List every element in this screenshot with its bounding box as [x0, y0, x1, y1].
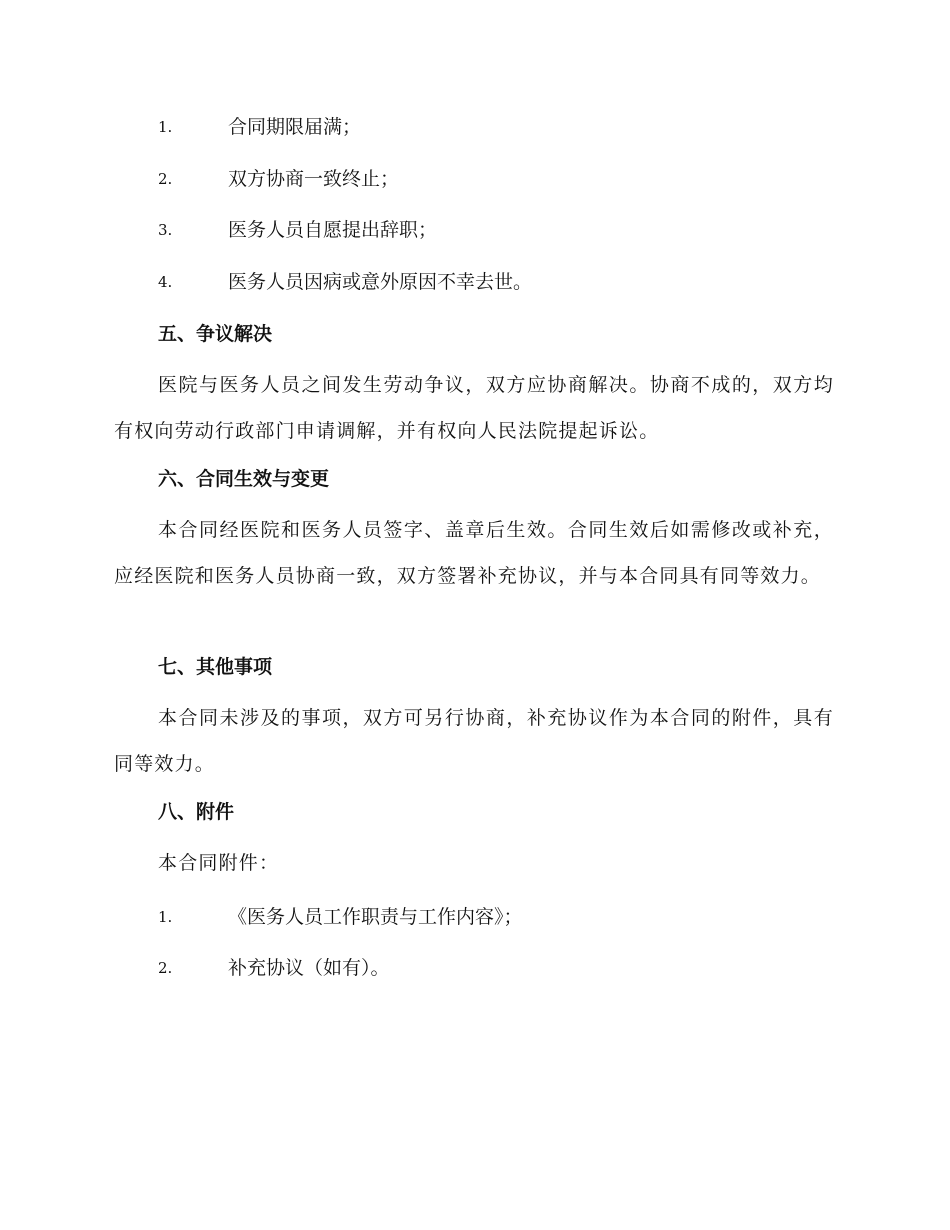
list-text: 双方协商一致终止；: [228, 168, 400, 190]
list-text: 医务人员自愿提出辞职；: [228, 219, 438, 241]
section-heading-effect: 六、合同生效与变更: [158, 468, 330, 490]
section-heading-attachments: 八、附件: [158, 801, 235, 823]
section-body-effect: 本合同经医院和医务人员签字、盖章后生效。合同生效后如需修改或补充，应经医院和医务人员协商一致，双方签署补充协议，并与本合同具有同等效力。: [114, 519, 834, 587]
list-number: 4.: [158, 273, 173, 291]
list-text: 补充协议（如有）。: [228, 957, 390, 979]
list-number: 2.: [158, 959, 173, 977]
list-number: 1.: [158, 118, 173, 136]
section-heading-other: 七、其他事项: [158, 656, 273, 678]
section-body-dispute: 医院与医务人员之间发生劳动争议，双方应协商解决。协商不成的，双方均有权向劳动行政部门申请调解，并有权向人民法院提起诉讼。: [114, 374, 834, 442]
section-body-other: 本合同未涉及的事项，双方可另行协商，补充协议作为本合同的附件，具有同等效力。: [114, 707, 834, 775]
section-heading-dispute: 五、争议解决: [158, 323, 273, 345]
list-number: 3.: [158, 221, 173, 239]
section-body-attachments: 本合同附件：: [158, 852, 280, 874]
list-text: 《医务人员工作职责与工作内容》；: [228, 906, 523, 928]
list-text: 合同期限届满；: [228, 116, 362, 138]
list-number: 2.: [158, 170, 173, 188]
list-number: 1.: [158, 908, 173, 926]
list-text: 医务人员因病或意外原因不幸去世。: [228, 271, 533, 293]
